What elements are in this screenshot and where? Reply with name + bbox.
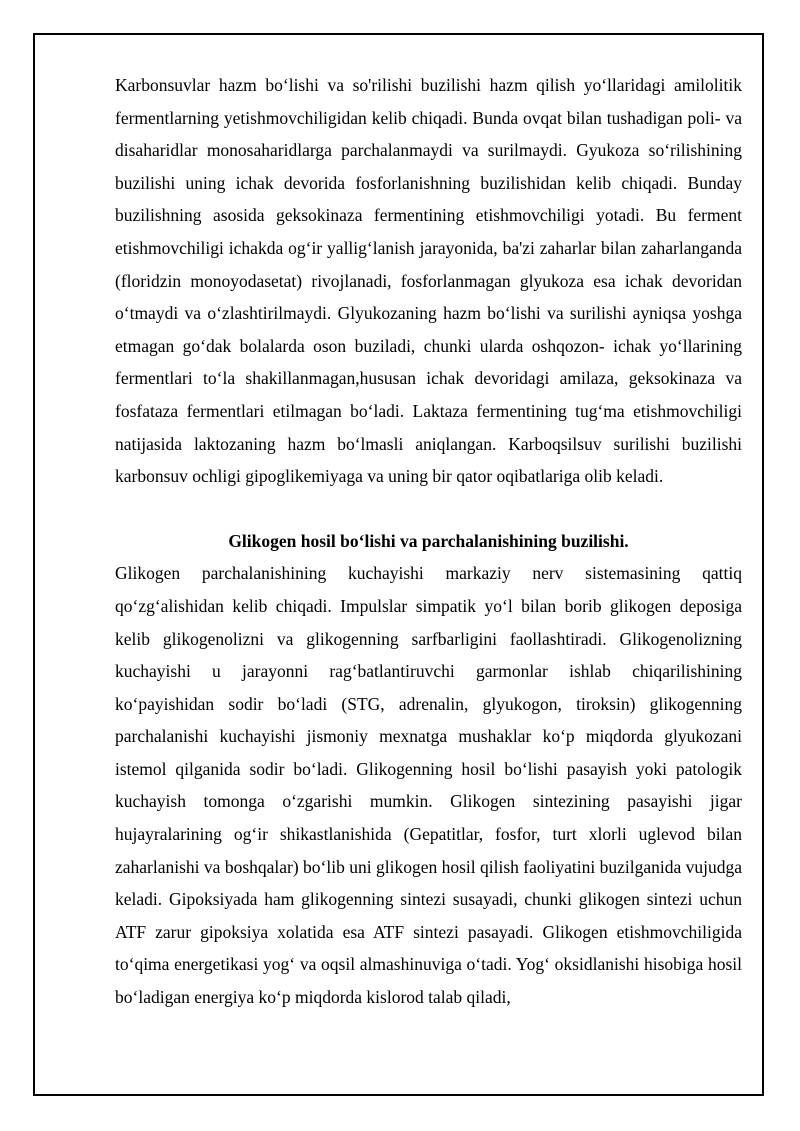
paragraph-glycogen: Glikogen parchalanishining kuchayishi markaziy nerv sistemasining qattiq qo‘zg‘alishidan kelib chiqadi. Impulslar simpatik yo‘l bilan borib glikogen deposiga kelib glikogenolizni va glikogenning sarfbarligini faollashtiradi. Glikogenolizning kuchayishi u jarayonni rag‘batlantiruvchi garmonlar ishlab chiqarilishining ko‘payishidan sodir bo‘ladi (STG, adrenalin, glyukogon, tiroksin) glikogenning parchalanishi kuchayishi jismoniy mexnatga mushaklar ko‘p miqdorda glyukozani istemol qilganida sodir bo‘ladi. Glikogenning hosil bo‘lishi pasayish yoki patologik kuchayish tomonga o‘zgarishi mumkin. Glikogen sintezining pasayishi jigar hujayralarining og‘ir shikastlanishida (Gepatitlar, fosfor, turt xlorli uglevod bilan zaharlanishi va boshqalar) bo‘lib uni glikogen hosil qilish faoliyatini buzilganida vujudga keladi. Gipoksiyada ham glikogenning sintezi susayadi, chunki glikogen sintezi uchun ATF zarur gipoksiya xolatida esa ATF sintezi pasayadi. Glikogen etishmovchiligida to‘qima energetikasi yog‘ va oqsil almashinuviga o‘tadi. Yog‘ oksidlanishi hisobiga hosil bo‘ladigan energiya ko‘p miqdorda kislorod talab qiladi, — [115, 563, 742, 1008]
section-heading: Glikogen hosil bo‘lishi va parchalanishining buzilishi. — [228, 530, 629, 551]
paragraph-carbohydrate-digestion: Karbonsuvlar hazm bo‘lishi va so'rilishi buzilishi hazm qilish yo‘llaridagi amilolitik fermentlarning yetishmovchiligidan kelib chiqadi. Bunda ovqat bilan tushadigan poli- va disaharidlar monosaharidlarga parchalanmaydi va surilmaydi. Gyukoza so‘rilishining buzilishi uning ichak devorida fosforlanishning buzilishidan kelib chiqadi. Bunday buzilishning asosida geksokinaza fermentining etishmovchiligi yotadi. Bu ferment etishmovchiligi ichakda og‘ir yallig‘lanish jarayonida, ba'zi zaharlar bilan zaharlanganda (floridzin monoyodasetat) rivojlanadi, fosforlanmagan glyukoza esa ichak devoridan o‘tmaydi va o‘zlashtirilmaydi. Glyukozaning hazm bo‘lishi va surilishi ayniqsa yoshga etmagan go‘dak bolalarda oson buziladi, chunki ularda oshqozon- ichak yo‘llarining fermentlari to‘la shakillanmagan,hususan ichak devoridagi amilaza, geksokinaza va fosfataza fermentlari etilmagan bo‘ladi. Laktaza fermentining tug‘ma etishmovchiligi natijasida laktozaning hazm bo‘lmasli aniqlangan. Karboqsilsuv surilishi buzilishi karbonsuv ochligi gipoglikemiyaga va uning bir qator oqibatlariga olib keladi. — [115, 75, 742, 487]
document-body — [115, 69, 742, 1014]
paragraph-gap — [115, 493, 742, 525]
